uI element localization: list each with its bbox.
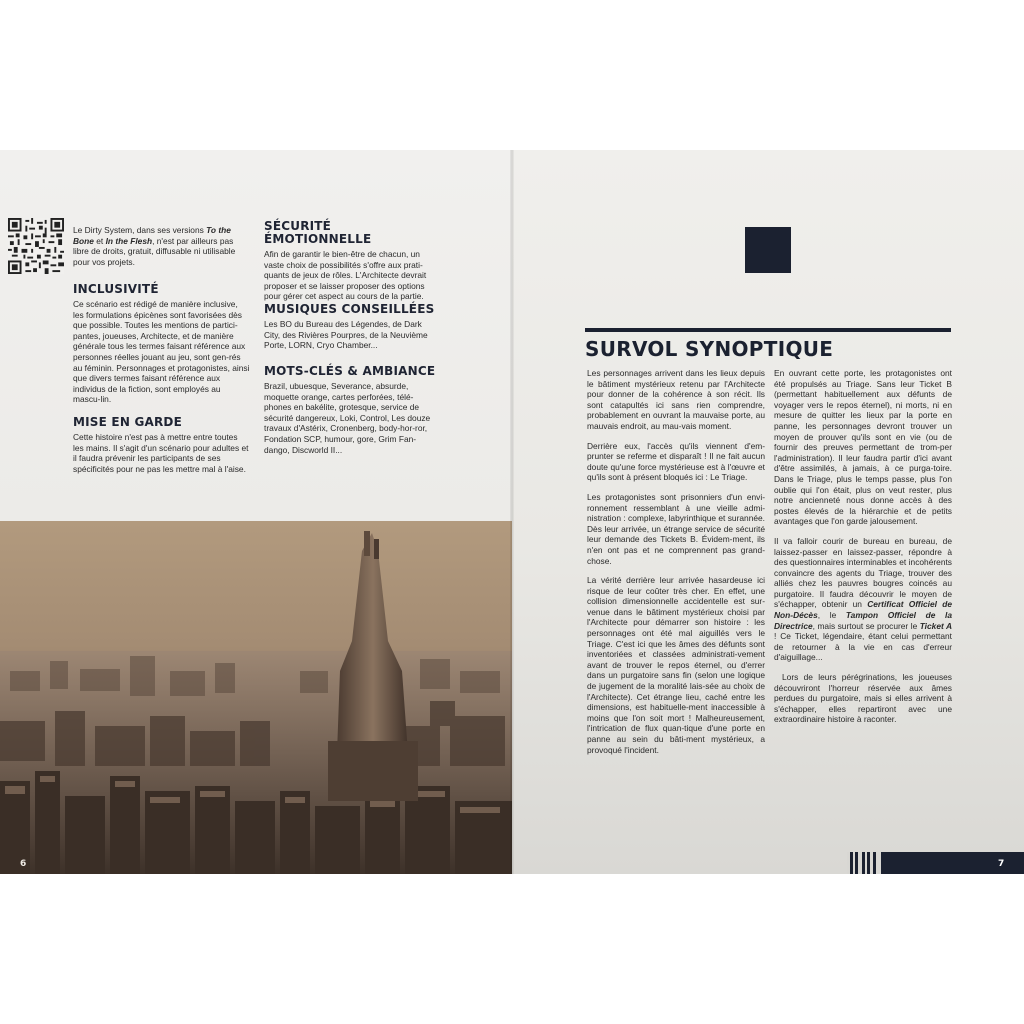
text-inclusivite: Ce scénario est rédigé de manière inclusive, les formulations épicènes sont favorisées dès que possible. Toutes les mentions de partici-pantes, joueuses, Architecte, et de manière générale tous les termes faisant référence aux personnes réelles jouant au jeu, sont gen-rés au féminin. Personnages et protagonistes, ainsi que divers termes faisant référence aux individus de la fiction, sont employés au mascu-lin.: [73, 299, 250, 405]
synopsis-paragraph: En ouvrant cette porte, les protagonistes ont été propulsés au Triage. Sans leur Ticket B (permettant habituellement aux défunts de voyager vers le repos éternel), ni morts, ni en mesure de quitter les lieux par la porte en panne, les personnages devront trouver un moyen de prouver qu'ils sont en vie (ou de fournir des preuves permettant de trom-per l'administration). Il leur faudra partir d'ici avant d'être assimilés, à jamais, à ce purga-toire. Dans le Triage, plus le temps passe, plus l'on oublie qui l'on était, plus on veut rester, plus notre ancienneté nous donne accès à des postes élevés de la hiérarchie et de petits avantages que l'on garde jalousement.: [774, 368, 952, 527]
heading-musiques: MUSIQUES CONSEILLÉES: [264, 302, 435, 316]
page-number-right: 7: [998, 859, 1005, 869]
page-number-left: 6: [20, 859, 27, 869]
text-mots-cles: Brazil, ubuesque, Severance, absurde, moquette orange, cartes perforées, télé-phones en bakélite, grotesque, service de sécurité dangereux, Loki, Control, Les douze travaux d'Astérix, Cronenberg, body-hor-ror, Fondation SCP, humour, gore, Grim Fan-dango, Discworld II...: [264, 381, 431, 455]
book-spread: [0, 150, 1024, 874]
section-musiques: [264, 303, 440, 351]
text-mise-en-garde: Cette histoire n'est pas à mettre entre toutes les mains. Il s'agit d'un scénario pour adultes et il faudra prévenir les participants de ses spécificités pour ne pas les mettre mal à l'aise.: [73, 432, 249, 474]
intro-column: [73, 225, 250, 267]
intro-paragraph: Le Dirty System, dans ses versions To the Bone et In the Flesh, n'est par ailleurs pas libre de droits, gratuit, diffusable ni utilisable pour vos projets.: [73, 225, 236, 267]
heading-mots-cles: MOTS-CLÉS & AMBIANCE: [264, 364, 436, 378]
barcode-decoration: [847, 852, 907, 874]
synopsis-column-1: [587, 368, 765, 755]
section-inclusivite: [73, 283, 250, 405]
text-musiques: Les BO du Bureau des Légendes, de Dark City, des Rivières Pourpres, de la Neuvième Porte, LORN, Cryo Chamber...: [264, 319, 428, 351]
synopsis-column-2: [774, 368, 952, 725]
synopsis-paragraph: La vérité derrière leur arrivée hasardeuse ici risque de leur coûter très cher. En effet, une collision dimensionnelle accidentelle est sur-venue dans le bâtiment mystérieux choisi par l'Architecte pour démarrer son histoire : les personnages ont été mal aiguillés vers le Triage. C'est ici que les âmes des défunts sont inventoriées et classées administrati-vement avant de trouver le repos éternel, ou d'errer dans un purgatoire sans fin (selon une logique de jugement de la moralité lais-sée au choix de l'Architecte). Cet étrange lieu, caché entre les dimensions, est habituelle-ment inaccessible à moins que l'on soit mort ! Malheureusement, l'intrication de flux quan-tique d'une porte en panne au sein du bâti-ment mystérieux, a provoqué l'incident.: [587, 575, 765, 755]
left-page: [0, 150, 512, 874]
synopsis-paragraph: Derrière eux, l'accès qu'ils viennent d'em-prunter se referme et disparaît ! Il ne fait aucun doute qu'une force mystérieuse est à l'œuvre et qu'ils sont à présent bloqués ici : Le Triage.: [587, 440, 765, 483]
title-rule: [585, 328, 951, 332]
heading-securite-emotionnelle: SÉCURITÉ ÉMOTIONNELLE: [264, 219, 372, 246]
page-fold: [510, 150, 514, 874]
synopsis-paragraph: Les personnages arrivent dans les lieux depuis le bâtiment mystérieux retenu par l'Architecte pour donner de la cohérence à son récit. Ils sont catapultés ici sans rien comprendre, probablement en ouvrant la mauvaise porte, au mauvais endroit, au mau-vais moment.: [587, 368, 765, 431]
city-illustration: [0, 521, 512, 874]
text-securite-emotionnelle: Afin de garantir le bien-être de chacun, un vaste choix de possibilités s'offre aux prati-quants de jeux de rôles. L'Architecte devrait proposer et se laisser proposer des options pour gérer cet aspect au cours de la partie.: [264, 249, 427, 302]
synopsis-paragraph: Lors de leurs pérégrinations, les joueuses découvriront l'horreur réservée aux âmes perdues du purgatoire, mais si elles arrivent à s'échapper, elles repartiront avec une extraordinaire histoire à raconter.: [774, 672, 952, 725]
section-mise-en-garde: [73, 416, 250, 474]
heading-mise-en-garde: MISE EN GARDE: [73, 415, 182, 429]
synopsis-paragraph: Les protagonistes sont prisonniers d'un envi-ronnement ressemblant à une vieille admi-nistration : complexe, labyrinthique et surannée. Dès leur arrivée, un étrange service de sécurité leur demande des Tickets B. Évidem-ment, ils n'en ont pas et ne comprennent pas grand-chose.: [587, 491, 765, 566]
synopsis-paragraph: Il va falloir courir de bureau en bureau, de laissez-passer en laissez-passer, répondre à des questionnaires interminables et incohérents convaincre des agents du Triage, trouver des alliés chez les pauvres bougres coincés au purgatoire. Il faudra découvrir le moyen de s'échapper, obtenir un Certificat Officiel de Non-Décès, le Tampon Officiel de la Directrice, mais surtout se procurer le Ticket A ! Ce Ticket, légendaire, étant celui permettant de retourner à la vie en cas d'erreur d'aiguillage...: [774, 535, 953, 663]
decorative-square: [745, 227, 791, 273]
qr-code-icon: [8, 218, 64, 274]
heading-inclusivite: INCLUSIVITÉ: [73, 282, 159, 296]
right-page: [512, 150, 1024, 874]
section-mots-cles: [264, 365, 440, 455]
page-title: SURVOL SYNOPTIQUE: [585, 337, 834, 361]
section-securite-emotionnelle: [264, 220, 440, 302]
